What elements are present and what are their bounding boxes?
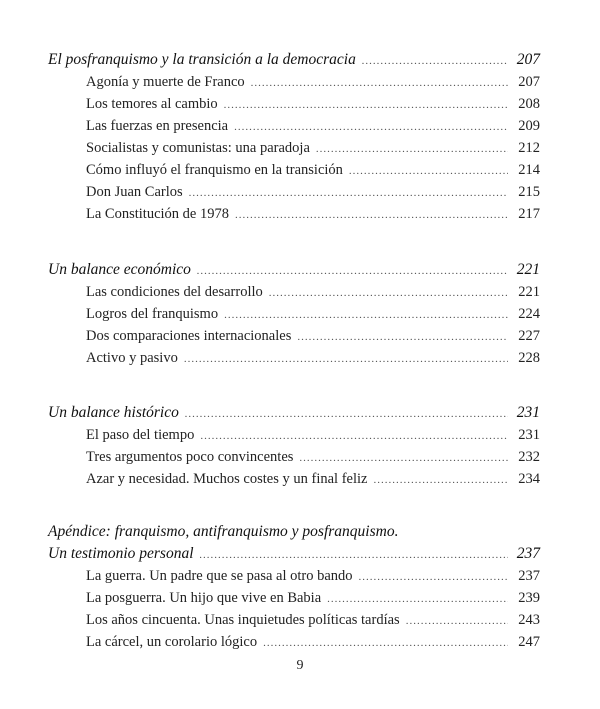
entry-page: 247 [518,634,540,650]
dot-leader [299,447,508,469]
dot-leader [189,182,508,204]
toc-entry [48,93,540,115]
section-heading [48,49,540,71]
entry-page: 227 [518,328,540,344]
entry-title: Un balance histórico [48,404,179,421]
toc-entry [48,281,540,303]
dot-leader [234,116,508,138]
toc-entry [48,446,540,468]
entry-title: Logros del franquismo [86,306,219,322]
dot-leader [200,425,508,447]
toc-entry [48,424,540,446]
dot-leader [359,566,508,588]
dot-leader [297,326,508,348]
toc-entry [48,303,540,325]
entry-page: 214 [518,162,540,178]
entry-title: El posfranquismo y la transición a la democracia [48,51,356,68]
entry-title: Socialistas y comunistas: una paradoja [86,140,310,156]
entry-title: La posguerra. Un hijo que vive en Babia [86,590,322,606]
entry-page: 207 [516,51,540,68]
entry-title: Las condiciones del desarrollo [86,284,263,300]
entry-title: La cárcel, un corolario lógico [86,634,258,650]
toc-section [48,259,540,369]
dot-leader [269,282,508,304]
toc-entry [48,325,540,347]
entry-page: 212 [518,140,540,156]
dot-leader [224,94,508,116]
entry-page: 221 [518,284,540,300]
dot-leader [316,138,508,160]
dot-leader [200,544,508,566]
entry-page: 215 [518,184,540,200]
toc-section [48,402,540,490]
entry-title: Un testimonio personal [48,545,194,562]
page-number: 9 [296,658,304,673]
dot-leader [263,632,508,654]
dot-leader [185,403,508,425]
entry-title: El paso del tiempo [86,427,195,443]
dot-leader [251,72,508,94]
toc-entry [48,468,540,490]
entry-page: 208 [518,96,540,112]
entry-title: Azar y necesidad. Muchos costes y un final feliz [86,471,368,487]
entry-page: 228 [518,350,540,366]
toc-entry [48,137,540,159]
toc-entry [48,115,540,137]
section-heading [48,402,540,424]
entry-page: 231 [516,404,540,421]
entry-title: La Constitución de 1978 [86,206,229,222]
dot-leader [362,50,508,72]
toc-entry [48,203,540,225]
toc-entry [48,181,540,203]
entry-title: Activo y pasivo [86,350,178,366]
entry-title: Los años cincuenta. Unas inquietudes políticas tardías [86,612,400,628]
dot-leader [224,304,508,326]
dot-leader [327,588,508,610]
toc-entry [48,159,540,181]
entry-page: 239 [518,590,540,606]
entry-title: Agonía y muerte de Franco [86,74,245,90]
section-heading [48,543,540,565]
entry-page: 221 [516,261,540,278]
dot-leader [406,610,508,632]
entry-page: 224 [518,306,540,322]
entry-title: Las fuerzas en presencia [86,118,229,134]
section-title-line: Apéndice: franquismo, antifranquismo y posfranquismo. [48,523,399,540]
entry-title: Dos comparaciones internacionales [86,328,292,344]
entry-page: 231 [518,427,540,443]
toc-section [48,521,540,653]
entry-page: 207 [518,74,540,90]
dot-leader [373,469,508,491]
entry-title: Los temores al cambio [86,96,218,112]
entry-page: 243 [518,612,540,628]
entry-title: Tres argumentos poco convincentes [86,449,294,465]
dot-leader [349,160,508,182]
entry-page: 217 [518,206,540,222]
entry-title: Un balance económico [48,261,191,278]
toc-entry [48,347,540,369]
section-heading [48,259,540,281]
toc-entry [48,631,540,653]
entry-page: 232 [518,449,540,465]
entry-page: 237 [518,568,540,584]
dot-leader [197,260,508,282]
entry-page: 237 [516,545,540,562]
toc-entry [48,71,540,93]
dot-leader [235,204,508,226]
toc-section [48,49,540,225]
dot-leader [184,348,508,370]
entry-title: La guerra. Un padre que se pasa al otro bando [86,568,353,584]
entry-page: 234 [518,471,540,487]
entry-page: 209 [518,118,540,134]
toc-entry [48,565,540,587]
toc-entry [48,587,540,609]
entry-title: Cómo influyó el franquismo en la transición [86,162,343,178]
entry-title: Don Juan Carlos [86,184,183,200]
toc-entry [48,609,540,631]
